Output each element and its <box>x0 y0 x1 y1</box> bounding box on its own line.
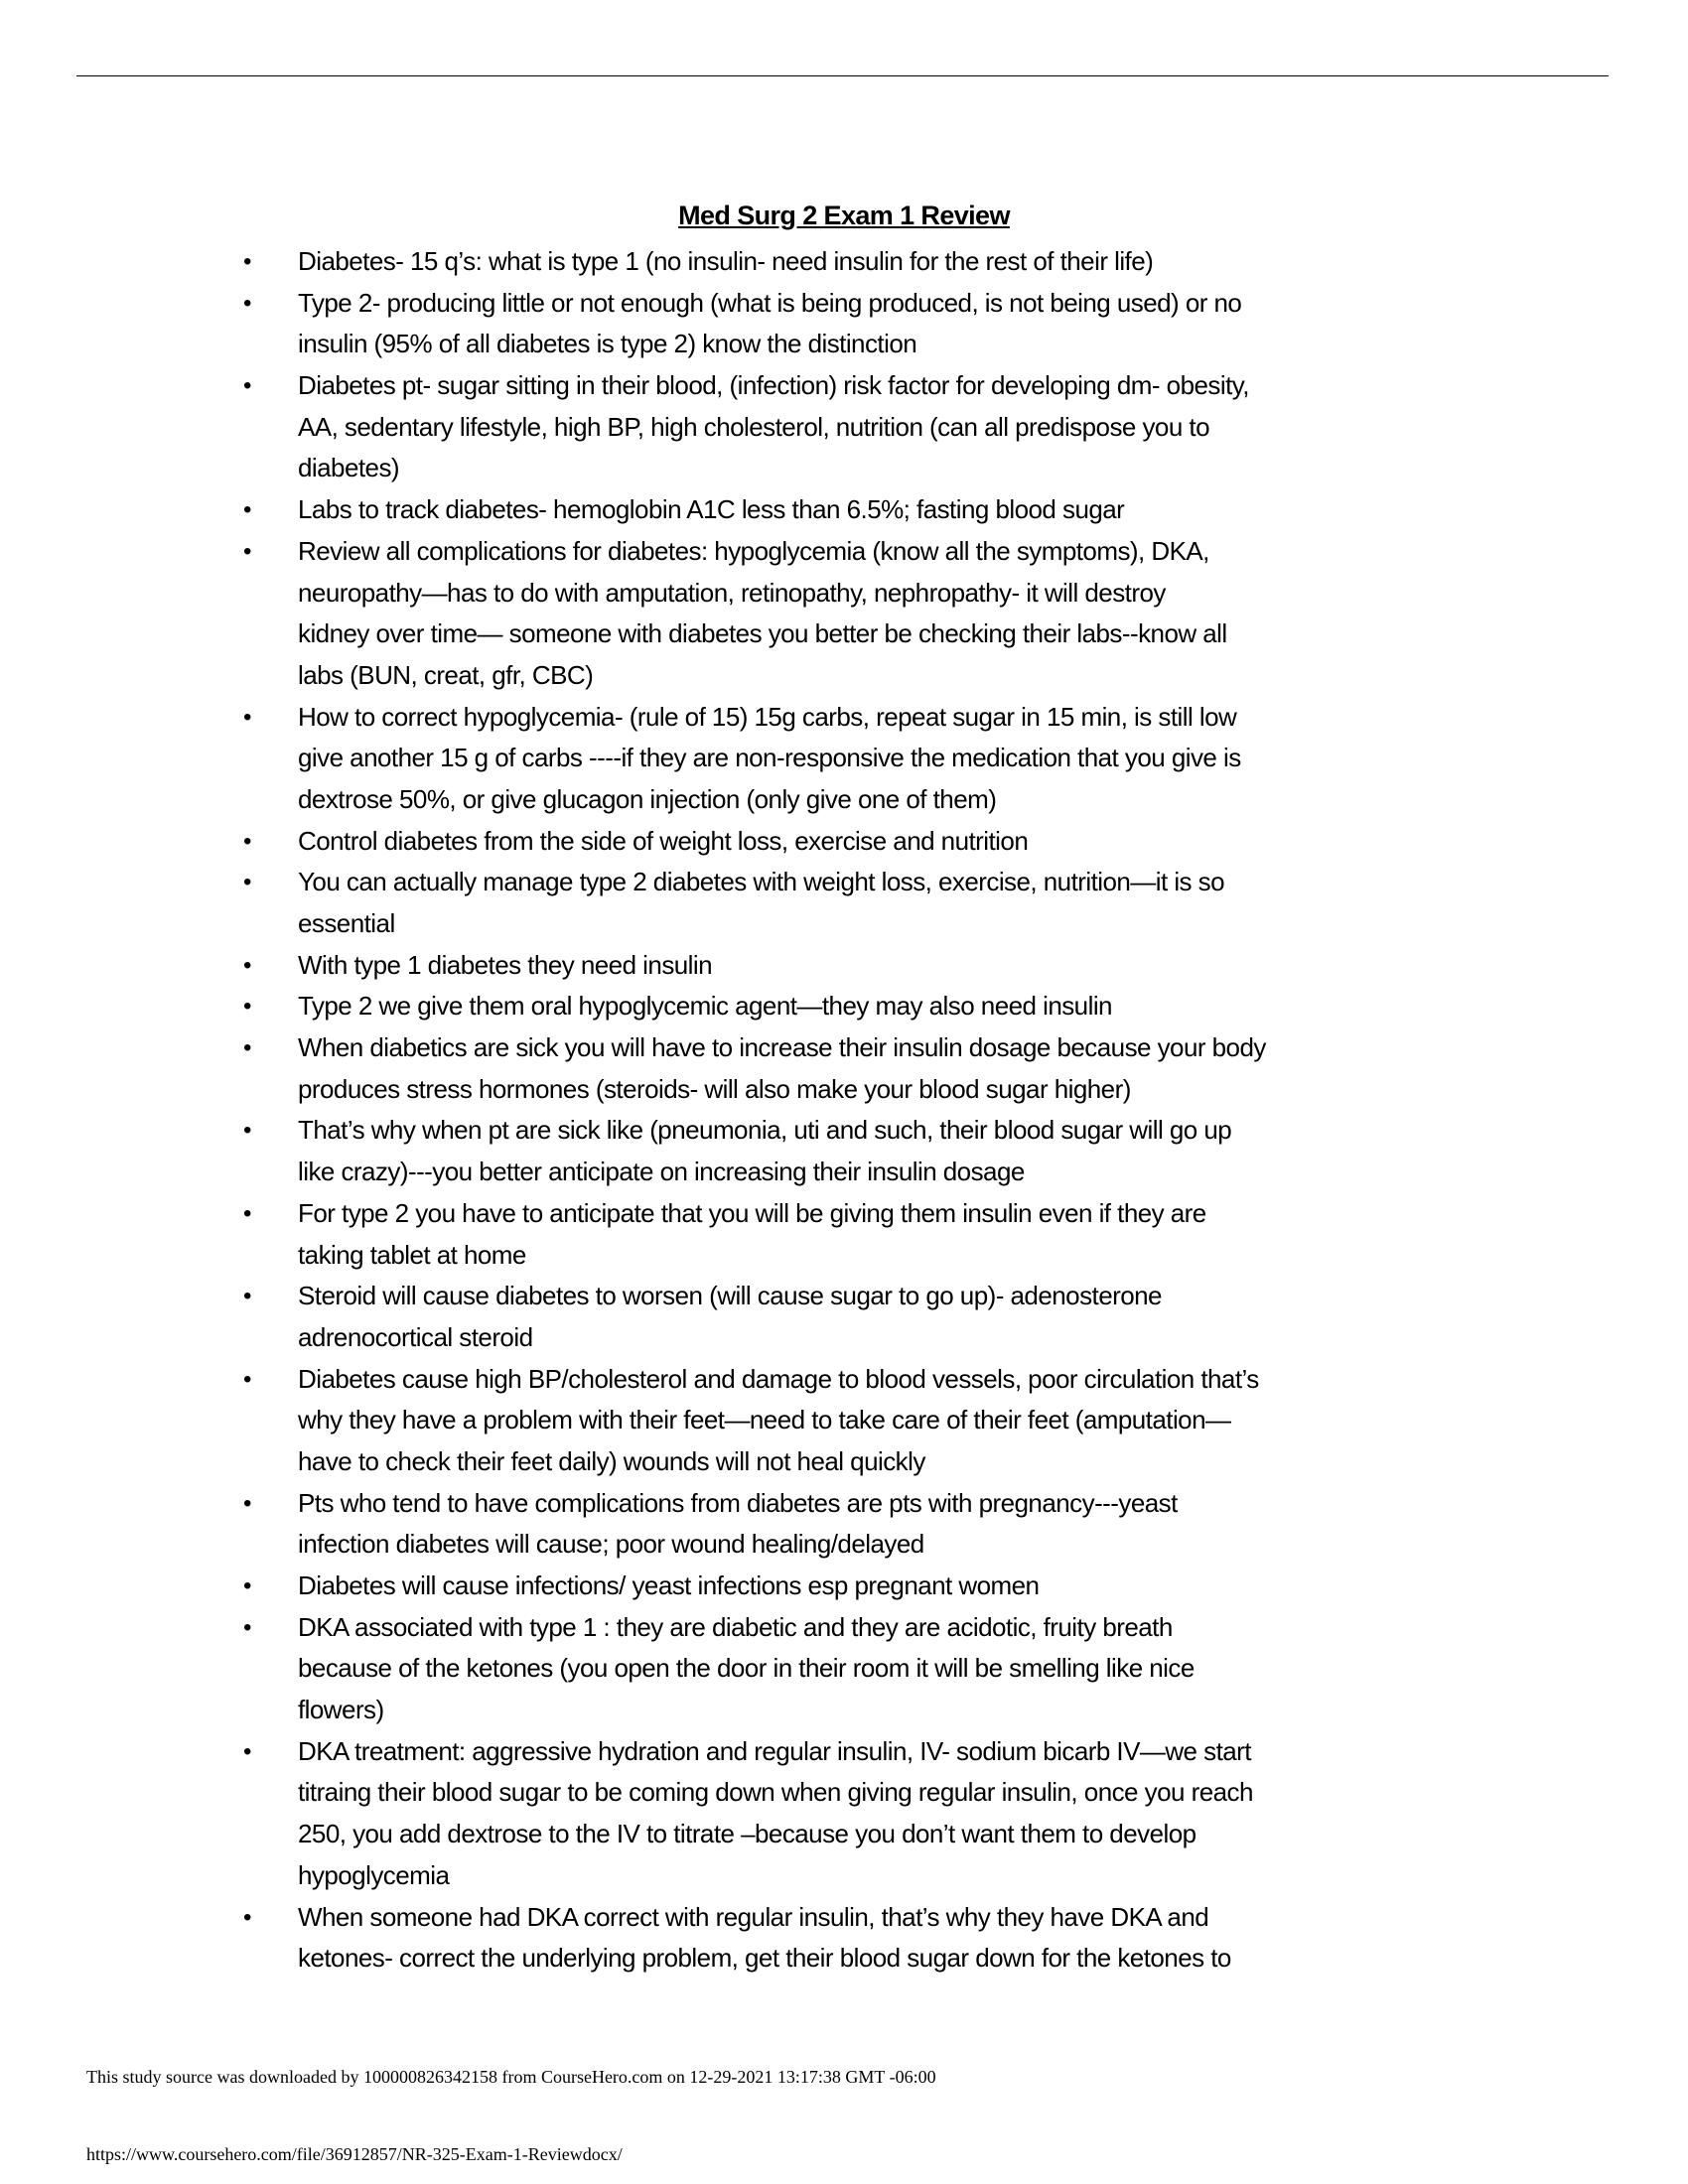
list-item-text: You can actually manage type 2 diabetes with weight loss, exercise, nutrition—it is so <box>298 867 1225 897</box>
list-item-text: Control diabetes from the side of weight loss, exercise and nutrition <box>298 825 1029 856</box>
list-item-text: kidney over time— someone with diabetes you better be checking their labs--know all <box>298 618 1227 649</box>
list-item-text: When diabetics are sick you will have to increase their insulin dosage because your body <box>298 1032 1266 1063</box>
bullet-icon: • <box>243 993 251 1021</box>
bullet-icon: • <box>243 1572 251 1599</box>
list-item-text: ketones- correct the underlying problem, get their blood sugar down for the ketones to <box>298 1943 1231 1974</box>
list-item <box>0 531 1688 697</box>
list-item-text: When someone had DKA correct with regular insulin, that’s why they have DKA and <box>298 1901 1209 1932</box>
list-item-text: Review all complications for diabetes: hypoglycemia (know all the symptoms), DKA, <box>298 535 1209 566</box>
list-item-text: Diabetes will cause infections/ yeast infections esp pregnant women <box>298 1570 1040 1600</box>
list-item <box>0 1276 1688 1358</box>
list-item-text: why they have a problem with their feet—need to take care of their feet (amputation— <box>298 1405 1231 1435</box>
list-item-text: flowers) <box>298 1695 384 1725</box>
list-item-text: because of the ketones (you open the door in their room it will be smelling like nice <box>298 1653 1195 1684</box>
bullet-icon: • <box>243 1365 251 1393</box>
list-item-text: hypoglycemia <box>298 1859 450 1890</box>
list-item <box>0 241 1688 283</box>
list-item-text: Type 2 we give them oral hypoglycemic agent—they may also need insulin <box>298 991 1112 1022</box>
list-item-text: Diabetes- 15 q’s: what is type 1 (no insulin- need insulin for the rest of their life) <box>298 246 1154 276</box>
bullet-icon: • <box>243 1613 251 1641</box>
list-item-text: DKA associated with type 1 : they are diabetic and they are acidotic, fruity breath <box>298 1611 1173 1642</box>
bullet-icon: • <box>243 703 251 731</box>
document-title: Med Surg 2 Exam 1 Review <box>678 201 1010 230</box>
list-item-text: Diabetes cause high BP/cholesterol and damage to blood vessels, poor circulation that’s <box>298 1363 1259 1394</box>
header-rule <box>76 75 1609 76</box>
bullet-icon: • <box>243 1903 251 1931</box>
list-item <box>0 1359 1688 1483</box>
bullet-icon: • <box>243 1737 251 1765</box>
list-item-text: Pts who tend to have complications from diabetes are pts with pregnancy---yeast <box>298 1487 1178 1518</box>
bullet-icon: • <box>243 1489 251 1517</box>
list-item <box>0 1607 1688 1731</box>
list-item-text: DKA treatment: aggressive hydration and regular insulin, IV- sodium bicarb IV—we start <box>298 1735 1251 1766</box>
list-item-text: adrenocortical steroid <box>298 1321 533 1352</box>
list-item-text: have to check their feet daily) wounds will not heal quickly <box>298 1445 925 1476</box>
list-item <box>0 1027 1688 1110</box>
list-item-text: AA, sedentary lifestyle, high BP, high cholesterol, nutrition (can all predispose you to <box>298 411 1210 442</box>
bullet-icon: • <box>243 1034 251 1062</box>
list-item <box>0 283 1688 365</box>
list-item <box>0 1566 1688 1607</box>
list-item-text: How to correct hypoglycemia- (rule of 15) 15g carbs, repeat sugar in 15 min, is still low <box>298 701 1237 732</box>
source-url[interactable]: https://www.coursehero.com/file/36912857/NR-325-Exam-1-Reviewdocx/ <box>86 2144 623 2164</box>
list-item <box>0 821 1688 863</box>
list-item <box>0 1897 1688 1979</box>
list-item <box>0 365 1688 489</box>
bullet-icon: • <box>243 869 251 896</box>
list-item-text: Diabetes pt- sugar sitting in their blood, (infection) risk factor for developing dm- obesity, <box>298 370 1249 401</box>
bullet-icon: • <box>243 537 251 565</box>
bullet-icon: • <box>243 1199 251 1227</box>
list-item <box>0 1193 1688 1276</box>
list-item-text: infection diabetes will cause; poor wound healing/delayed <box>298 1529 924 1560</box>
list-item-text: like crazy)---you better anticipate on increasing their insulin dosage <box>298 1157 1025 1187</box>
list-item-text: labs (BUN, creat, gfr, CBC) <box>298 659 594 690</box>
bullet-icon: • <box>243 1283 251 1310</box>
list-item-text: produces stress hormones (steroids- will also make your blood sugar higher) <box>298 1073 1131 1104</box>
download-note: This study source was downloaded by 100000826342158 from CourseHero.com on 12-29-2021 13:17:38 GMT -06:00 <box>86 2067 936 2087</box>
list-item-text: diabetes) <box>298 453 400 483</box>
bullet-icon: • <box>243 496 251 524</box>
bullet-list <box>0 241 1688 1979</box>
list-item <box>0 945 1688 987</box>
bullet-icon: • <box>243 1117 251 1145</box>
list-item <box>0 1110 1688 1192</box>
bullet-icon: • <box>243 827 251 855</box>
list-item <box>0 489 1688 531</box>
bullet-icon: • <box>243 289 251 317</box>
list-item-text: Labs to track diabetes- hemoglobin A1C less than 6.5%; fasting blood sugar <box>298 494 1125 525</box>
bullet-icon: • <box>243 372 251 400</box>
list-item-text: dextrose 50%, or give glucagon injection (only give one of them) <box>298 783 997 814</box>
bullet-icon: • <box>243 248 251 275</box>
list-item-text: Type 2- producing little or not enough (what is being produced, is not being used) or no <box>298 287 1242 318</box>
list-item-text: neuropathy—has to do with amputation, retinopathy, nephropathy- it will destroy <box>298 577 1166 608</box>
list-item <box>0 697 1688 821</box>
list-item-text: give another 15 g of carbs ----if they are non-responsive the medication that you give is <box>298 743 1241 773</box>
list-item-text: For type 2 you have to anticipate that you will be giving them insulin even if they are <box>298 1197 1206 1228</box>
list-item <box>0 862 1688 944</box>
list-item-text: essential <box>298 908 395 938</box>
list-item-text: insulin (95% of all diabetes is type 2) know the distinction <box>298 329 917 359</box>
list-item-text: That’s why when pt are sick like (pneumonia, uti and such, their blood sugar will go up <box>298 1115 1232 1146</box>
list-item-text: Steroid will cause diabetes to worsen (will cause sugar to go up)- adenosterone <box>298 1281 1162 1311</box>
list-item-text: taking tablet at home <box>298 1239 526 1270</box>
bullet-icon: • <box>243 951 251 979</box>
list-item <box>0 986 1688 1027</box>
list-item <box>0 1731 1688 1897</box>
list-item <box>0 1483 1688 1566</box>
list-item-text: titraing their blood sugar to be coming down when giving regular insulin, once you reach <box>298 1777 1253 1808</box>
list-item-text: 250, you add dextrose to the IV to titrate –because you don’t want them to develop <box>298 1819 1196 1849</box>
list-item-text: With type 1 diabetes they need insulin <box>298 949 713 980</box>
